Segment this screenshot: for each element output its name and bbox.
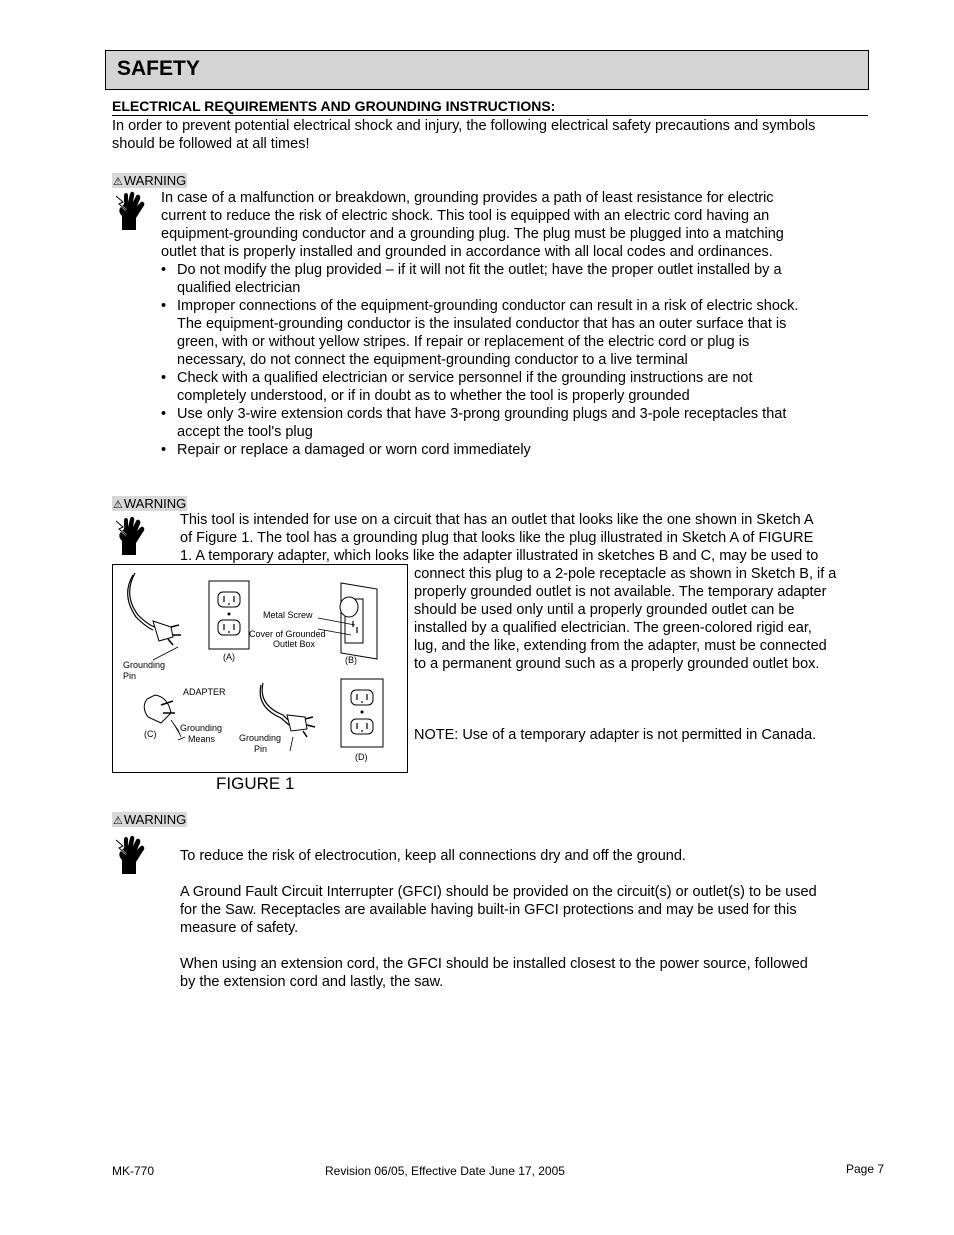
label-grounding-means-b: Means bbox=[188, 734, 216, 744]
warning-2-side-text: connect this plug to a 2-pole receptacle as shown in Sketch B, if a properly grounded outlet is not available. The temporary adapter should be used only until a properly grounded outlet can be installed by a qualified electrician. The green-colored rigid ear, lug, and the like, extending from the adapter, must be connected to a permanent ground such as a properly grounded outlet box. bbox=[414, 566, 837, 672]
figure-caption: FIGURE 1 bbox=[216, 774, 295, 793]
electric-shock-hand-icon bbox=[114, 190, 150, 230]
warning-label-3: ⚠WARNING bbox=[113, 812, 187, 827]
footer-model: MK-770 bbox=[112, 1164, 155, 1178]
label-grounding-pin-2: Grounding bbox=[239, 733, 282, 743]
label-sketch-a: (A) bbox=[223, 652, 235, 662]
section-title-bar bbox=[105, 50, 869, 90]
label-grounding-pin-2b: Pin bbox=[254, 744, 268, 754]
label-sketch-b: (B) bbox=[345, 655, 357, 665]
label-sketch-c: (C) bbox=[144, 729, 157, 739]
label-metal-screw: Metal Screw bbox=[263, 610, 313, 620]
warning-triangle-icon: ⚠ bbox=[113, 176, 123, 188]
warning-label-1: ⚠WARNING bbox=[113, 173, 187, 188]
warning-label-2: ⚠WARNING bbox=[113, 496, 187, 511]
label-cover-grounded: Cover of Grounded bbox=[249, 629, 326, 639]
list-item: • Do not modify the plug provided – if it will not fit the outlet; have the proper outlet installed by a qualified electrician bbox=[161, 261, 871, 297]
figure-1 bbox=[112, 564, 408, 773]
list-item: • Improper connections of the equipment-grounding conductor can result in a risk of electric shock. The equipment-grounding conductor is the insulated conductor that has an outer surface that is green, with or without yellow stripes. If repair or replacement of the electric cord or plug is necessary, do not connect the equipment-grounding conductor to a live terminal bbox=[161, 297, 871, 369]
warning-2-text: This tool is intended for use on a circuit that has an outlet that looks like the one shown in Sketch A of Figure 1. The tool has a grounding plug that looks like the plug illustrated in Sketch A of FIGURE 1. A temporary adapter, which looks like the adapter illustrated in sketches B and C, may be used to bbox=[180, 512, 819, 564]
electric-shock-hand-icon bbox=[114, 834, 150, 874]
list-item: • Repair or replace a damaged or worn cord immediately bbox=[161, 441, 871, 459]
label-grounding-pin-1b: Pin bbox=[123, 671, 137, 681]
label-adapter: ADAPTER bbox=[183, 687, 226, 697]
warning-1-bullets bbox=[161, 261, 871, 459]
warning-triangle-icon: ⚠ bbox=[113, 815, 123, 827]
label-sketch-d: (D) bbox=[355, 752, 368, 762]
intro-paragraph: In order to prevent potential electrical shock and injury, the following electrical safety precautions and symbols should be followed at all times! bbox=[112, 118, 816, 152]
footer-page-number: Page 7 bbox=[846, 1162, 885, 1176]
label-outlet-box: Outlet Box bbox=[273, 639, 316, 649]
label-grounding-pin-1: Grounding bbox=[123, 660, 166, 670]
list-item: • Check with a qualified electrician or service personnel if the grounding instructions are not completely understood, or if in doubt as to whether the tool is properly grounded bbox=[161, 369, 871, 405]
electric-shock-hand-icon bbox=[114, 515, 150, 555]
warning-3-text: To reduce the risk of electrocution, keep all connections dry and off the ground. A Ground Fault Circuit Interrupter (GFCI) should be provided on the circuit(s) or outlet(s) to be used for the Saw. Receptacles are available having built-in GFCI protections and may be used for this measure of safety. When using an extension cord, the GFCI should be installed closest to the power source, followed by the extension cord and lastly, the saw. bbox=[180, 848, 817, 990]
label-grounding-means-a: Grounding bbox=[180, 723, 223, 733]
warning-triangle-icon: ⚠ bbox=[113, 499, 123, 511]
warning-1-text: In case of a malfunction or breakdown, grounding provides a path of least resistance for electric current to reduce the risk of electric shock. This tool is equipped with an electric cord having an equipment-grounding conductor and a grounding plug. The plug must be plugged into a matching outlet that is properly installed and grounded in accordance with all local codes and ordinances. • Do not modify the plug provided – if it will not fit the outlet; have the proper outlet installed by a qualified electrician • Improper connections of the equipment-grounding conductor can result in a risk of electric shock. The equipment-grounding conductor is the insulated conductor that has an outer surface that is green, with or without yellow stripes. If repair or replacement of the electric cord or plug is necessary, do not connect the equipment-grounding conductor to a live terminal • Check with a qualified electrician or service personnel if the grounding instructions are not completely understood, or if in doubt as to whether the tool is properly grounded • Use only 3-wire extension cords that have 3-prong grounding plugs and 3-pole receptacles that accept the tool's plug • Repair or replace a damaged or worn cord immediately bbox=[161, 189, 871, 459]
footer-revision: Revision 06/05, Effective Date June 17, 2005 bbox=[325, 1164, 565, 1178]
subheading: ELECTRICAL REQUIREMENTS AND GROUNDING INSTRUCTIONS: bbox=[112, 98, 868, 116]
canada-note: NOTE: Use of a temporary adapter is not permitted in Canada. bbox=[414, 727, 817, 743]
list-item: • Use only 3-wire extension cords that have 3-prong grounding plugs and 3-pole receptacles that accept the tool's plug bbox=[161, 405, 871, 441]
section-title: SAFETY bbox=[117, 57, 200, 80]
